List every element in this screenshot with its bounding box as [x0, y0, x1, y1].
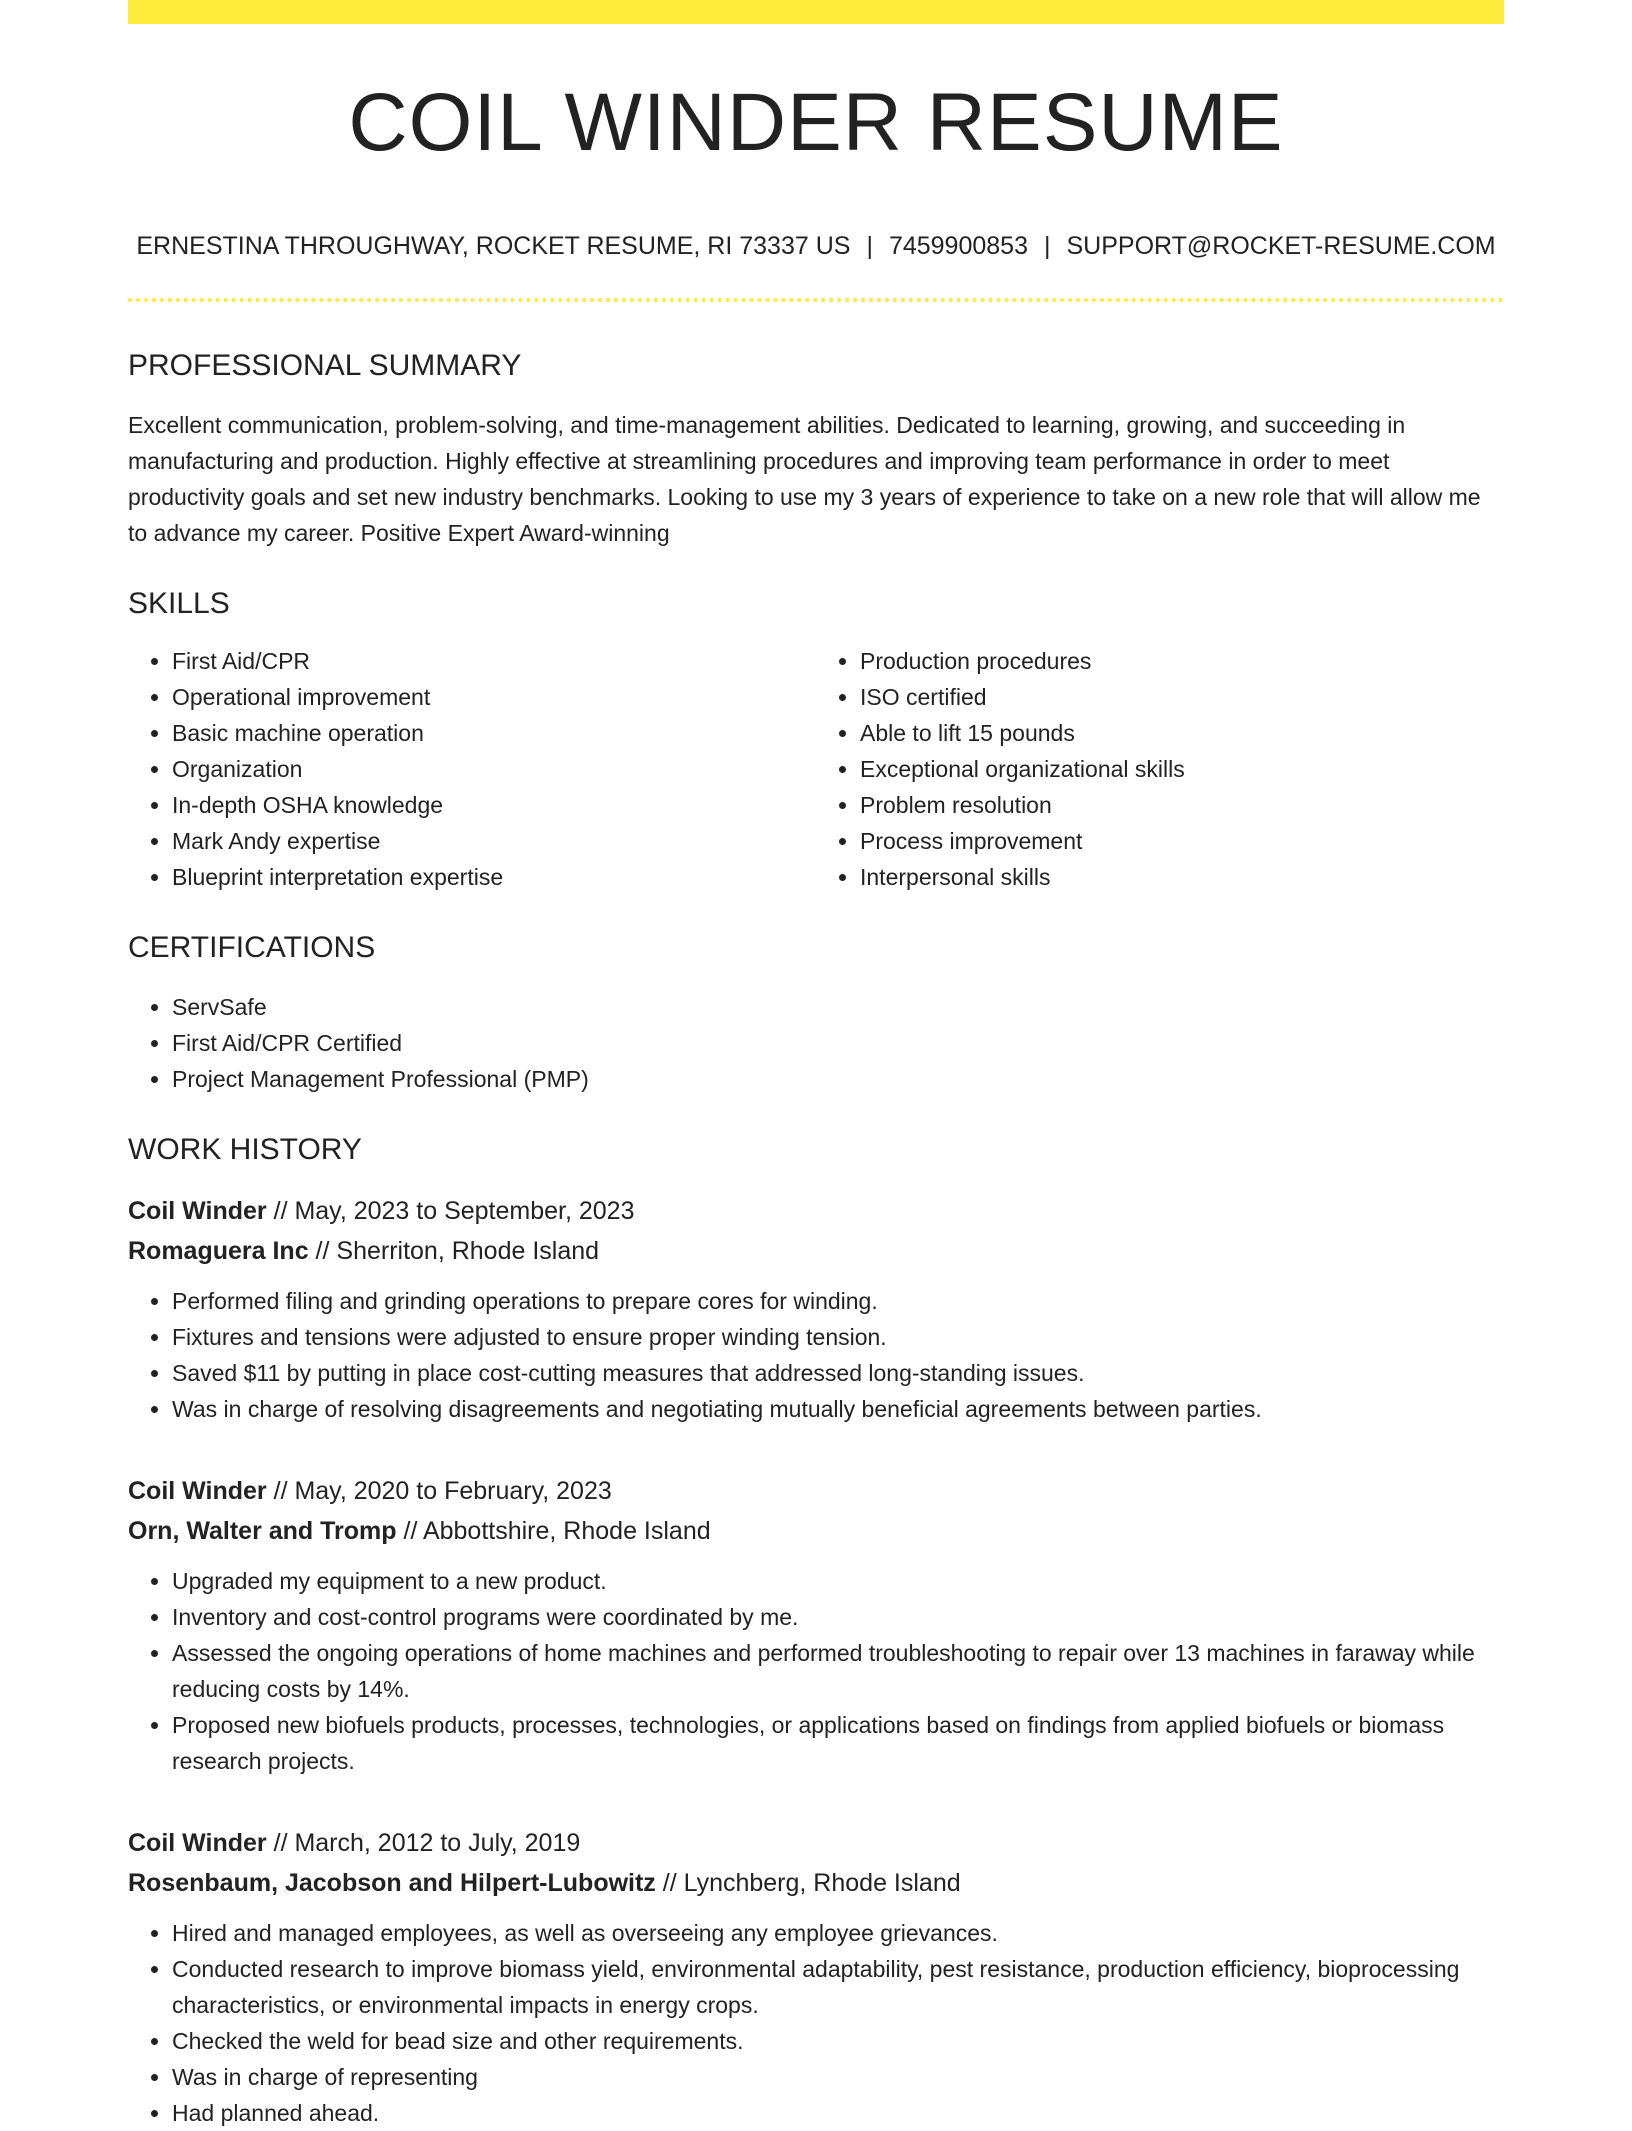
job-bullet: • Inventory and cost-control programs were coordinated by me.	[172, 1599, 1504, 1635]
professional-summary-section	[128, 351, 1504, 551]
resume-page	[128, 0, 1504, 2131]
job-company-line	[128, 1231, 1504, 1271]
summary-text: Excellent communication, problem-solving, and time-management abilities. Dedicated to learning, growing, and succeeding in manufacturing and production. Highly effective at streamlining procedures and improving team performance in order to meet productivity goals and set new industry benchmarks. Looking to use my 3 years of experience to take on a new role that will allow me to advance my career. Positive Expert Award-winning	[128, 412, 1481, 546]
job-bullet: • Performed filing and grinding operations to prepare cores for winding.	[172, 1283, 1504, 1319]
contact-line	[128, 234, 1504, 259]
job-company-line	[128, 1863, 1504, 1903]
skill-item: • Production procedures	[860, 643, 1504, 679]
skill-item: • Basic machine operation	[172, 715, 816, 751]
job-title-line	[128, 1823, 1504, 1863]
certification-item: • Project Management Professional (PMP)	[172, 1061, 1504, 1097]
skill-item: • First Aid/CPR	[172, 643, 816, 679]
skill-item: • Mark Andy expertise	[172, 823, 816, 859]
skill-item: • Operational improvement	[172, 679, 816, 715]
job-bullets	[128, 1283, 1504, 1427]
skills-list-left	[128, 643, 816, 895]
contact-separator: |	[866, 232, 873, 260]
skill-item: • Able to lift 15 pounds	[860, 715, 1504, 751]
contact-address: ERNESTINA THROUGHWAY, ROCKET RESUME, RI 73337 US	[136, 232, 851, 260]
job-dates: // May, 2023 to September, 2023	[266, 1197, 635, 1225]
job-entry	[128, 1191, 1504, 1427]
job-location: // Sherriton, Rhode Island	[308, 1237, 600, 1265]
certifications-list	[128, 989, 1504, 1097]
job-bullets	[128, 1563, 1504, 1779]
job-location: // Abbottshire, Rhode Island	[396, 1517, 711, 1545]
contact-separator: |	[1043, 232, 1051, 260]
section-heading: PROFESSIONAL SUMMARY	[128, 349, 522, 382]
job-entry	[128, 1471, 1504, 1779]
job-location: // Lynchberg, Rhode Island	[655, 1869, 961, 1897]
job-bullets	[128, 1915, 1504, 2131]
job-title: Coil Winder	[128, 1829, 267, 1857]
job-bullet: • Checked the weld for bead size and other requirements.	[172, 2023, 1504, 2059]
job-bullet: • Upgraded my equipment to a new product.	[172, 1563, 1504, 1599]
job-bullet: • Assessed the ongoing operations of home machines and performed troubleshooting to repair over 13 machines in faraway while reducing costs by 14%.	[172, 1635, 1504, 1707]
job-company: Romaguera Inc	[128, 1237, 309, 1265]
skill-item: • Exceptional organizational skills	[860, 751, 1504, 787]
certification-item: • ServSafe	[172, 989, 1504, 1025]
certification-item: • First Aid/CPR Certified	[172, 1025, 1504, 1061]
certifications-section	[128, 933, 1504, 1097]
job-bullet: • Saved $11 by putting in place cost-cutting measures that addressed long-standing issues.	[172, 1355, 1504, 1391]
job-bullet: • Proposed new biofuels products, processes, technologies, or applications based on findings from applied biofuels or biomass research projects.	[172, 1707, 1504, 1779]
job-title-line	[128, 1191, 1504, 1231]
contact-email: SUPPORT@ROCKET-RESUME.COM	[1066, 232, 1496, 260]
job-bullet: • Had planned ahead.	[172, 2095, 1504, 2131]
dotted-divider	[128, 298, 1504, 302]
job-dates: // March, 2012 to July, 2019	[266, 1829, 581, 1857]
job-title: Coil Winder	[128, 1477, 267, 1505]
work-history-section	[128, 1135, 1504, 2131]
job-company: Orn, Walter and Tromp	[128, 1517, 397, 1545]
resume-title: COIL WINDER RESUME	[348, 77, 1284, 168]
section-heading: WORK HISTORY	[128, 1133, 362, 1166]
job-dates: // May, 2020 to February, 2023	[266, 1477, 612, 1505]
job-title-line	[128, 1471, 1504, 1511]
job-bullet: • Hired and managed employees, as well as overseeing any employee grievances.	[172, 1915, 1504, 1951]
skill-item: • Problem resolution	[860, 787, 1504, 823]
skill-item: • ISO certified	[860, 679, 1504, 715]
skills-section	[128, 589, 1504, 895]
skills-list-right	[816, 643, 1504, 895]
job-title: Coil Winder	[128, 1197, 267, 1225]
skill-item: • Blueprint interpretation expertise	[172, 859, 816, 895]
job-entry	[128, 1823, 1504, 2131]
skills-grid	[128, 643, 1504, 895]
job-company-line	[128, 1511, 1504, 1551]
job-bullet: • Fixtures and tensions were adjusted to ensure proper winding tension.	[172, 1319, 1504, 1355]
job-bullet: • Was in charge of representing	[172, 2059, 1504, 2095]
section-heading: SKILLS	[128, 587, 230, 620]
skill-item: • In-depth OSHA knowledge	[172, 787, 816, 823]
contact-phone: 7459900853	[888, 232, 1028, 260]
section-heading: CERTIFICATIONS	[128, 931, 376, 964]
accent-top-bar	[128, 0, 1504, 24]
job-bullet: • Was in charge of resolving disagreements and negotiating mutually beneficial agreements between parties.	[172, 1391, 1504, 1427]
skill-item: • Organization	[172, 751, 816, 787]
job-company: Rosenbaum, Jacobson and Hilpert-Lubowitz	[128, 1869, 656, 1897]
skill-item: • Interpersonal skills	[860, 859, 1504, 895]
skill-item: • Process improvement	[860, 823, 1504, 859]
job-bullet: • Conducted research to improve biomass yield, environmental adaptability, pest resistance, production efficiency, bioprocessing characteristics, or environmental impacts in energy crops.	[172, 1951, 1504, 2023]
